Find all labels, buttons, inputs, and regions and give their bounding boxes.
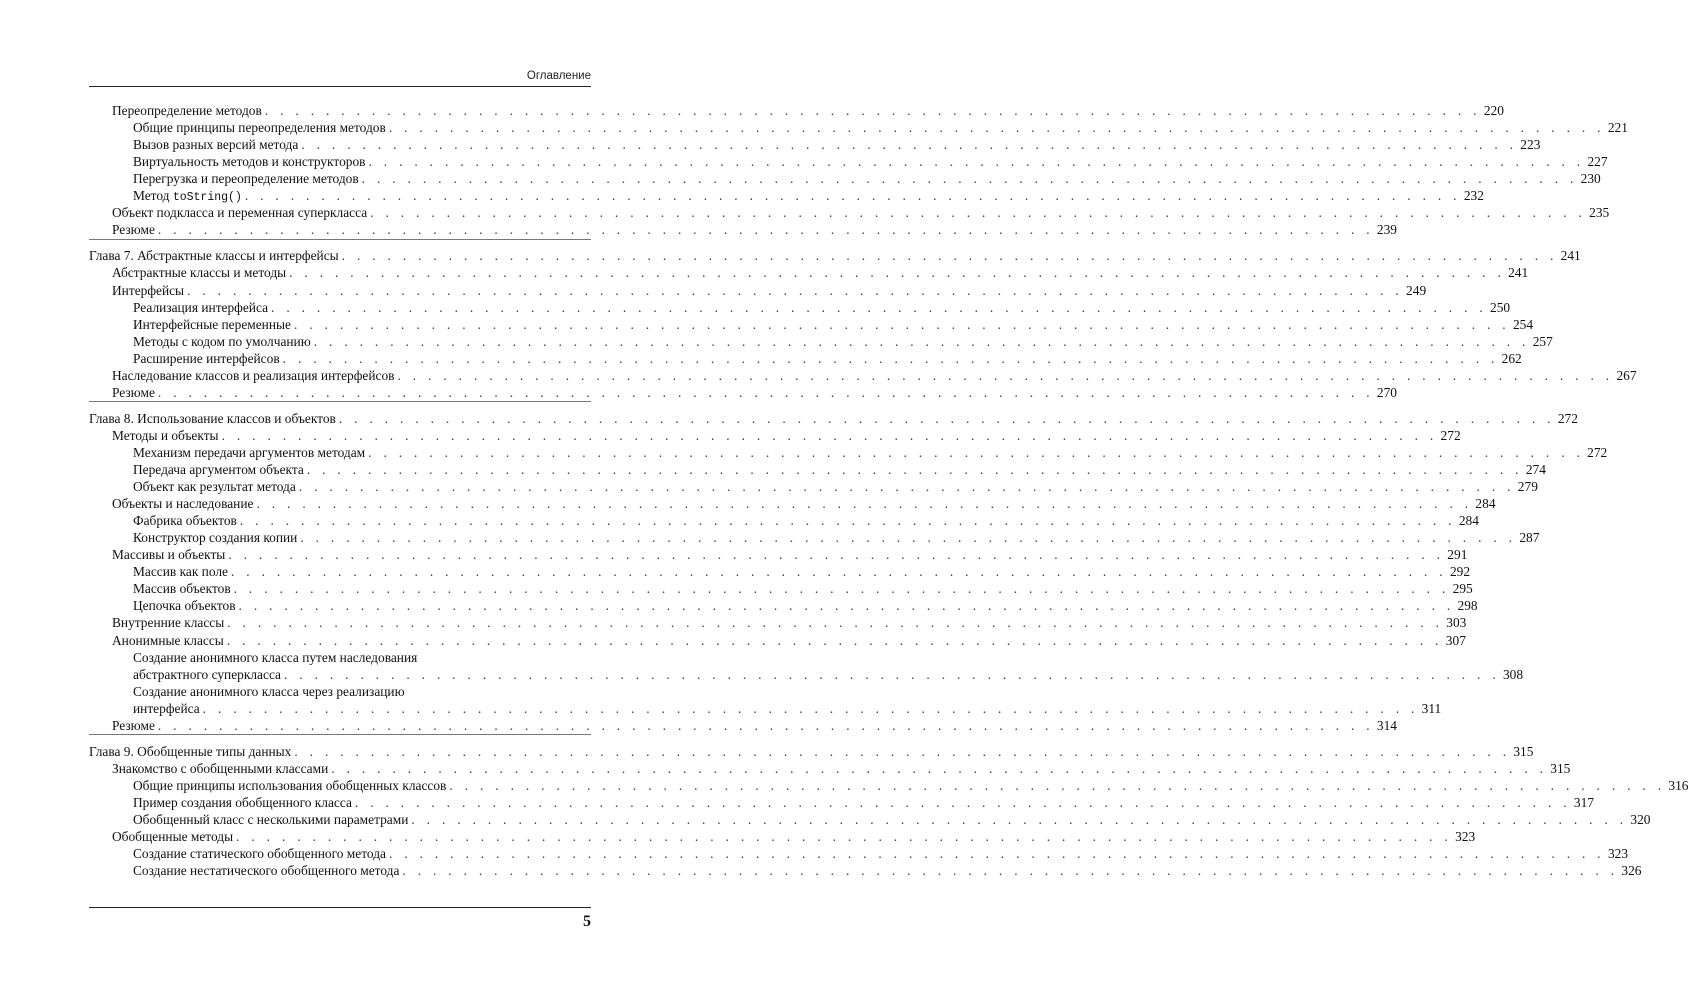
toc-title-text: Глава 8. Использование классов и объектов (89, 410, 336, 426)
toc-title (133, 350, 283, 367)
toc-title (112, 221, 158, 238)
toc-subsection (133, 563, 1471, 580)
toc-section (112, 632, 1466, 649)
toc-title (133, 153, 368, 170)
dot-leader: . . . . . . . . . . . . . . . . . . . . . . . . . . . . . . . . . . . . . . . . . . . . . . . . . . . . . . . . . . . . . . . . . . . . . . . . . . . . . . . . (238, 598, 1455, 614)
toc-chapter (89, 410, 1578, 427)
dot-leader: . . . . . . . . . . . . . . . . . . . . . . . . . . . . . . . . . . . . . . . . . . . . . . . . . . . . . . . . . . . . . . . . . . . . . . . . . . . . . . . . (298, 479, 1515, 495)
header-rule (89, 86, 591, 87)
toc-title (133, 777, 449, 794)
toc-title-text: Вызов разных версий метода (133, 137, 299, 153)
toc-title-text: Знакомство с обобщенными классами (112, 760, 329, 776)
toc-section (112, 828, 1476, 845)
toc-code: toString() (172, 191, 242, 205)
toc-title-text: Метод (133, 188, 173, 204)
toc-page-number: 279 (1517, 479, 1538, 495)
toc-title-text: Цепочка объектов (133, 598, 236, 614)
toc-title (112, 282, 187, 299)
toc-title: интерфейса (133, 700, 200, 716)
toc-title-text: Массив как поле (133, 564, 228, 580)
dot-leader: . . . . . . . . . . . . . . . . . . . . . . . . . . . . . . . . . . . . . . . . . . . . . . . . . . . . . . . . . . . . . . . . . . . . . . . . . . . . . . . . (256, 496, 1473, 512)
toc-section (112, 221, 1397, 238)
toc-subsection (133, 316, 1534, 333)
toc-page-number: 323 (1455, 829, 1476, 845)
toc-subsection (133, 119, 1628, 136)
toc-section (112, 717, 1397, 734)
toc-section (112, 367, 1637, 384)
toc-title (112, 384, 158, 401)
toc-title-text: Создание нестатического обобщенного метода (133, 863, 400, 879)
toc-page-number: 227 (1587, 154, 1608, 170)
dot-leader: . . . . . . . . . . . . . . . . . . . . . . . . . . . . . . . . . . . . . . . . . . . . . . . . . . . . . . . . . . . . . . . . . . . . . . . . . . . . . . . . (397, 367, 1614, 383)
dot-leader: . . . . . . . . . . . . . . . . . . . . . . . . . . . . . . . . . . . . . . . . . . . . . . . . . . . . . . . . . . . . . . . . . . . . . . . . . . . . . . . . (282, 350, 1499, 366)
toc-title-text: Глава 7. Абстрактные классы и интерфейсы (89, 248, 339, 264)
dot-leader: . . . . . . . . . . . . . . . . . . . . . . . . . . . . . . . . . . . . . . . . . . . . . . . . . . . . . . . . . . . . . . . . . . . . . . . . . . . . . . . . (306, 462, 1523, 477)
toc-page-number: 326 (1621, 863, 1642, 879)
toc-title (112, 760, 331, 777)
dot-leader: . . . . . . . . . . . . . . . . . . . . . . . . . . . . . . . . . . . . . . . . . . . . . . . . . . . . . . . . . . . . . . . . . . . . . . . . . . . . . . . . (294, 743, 1511, 759)
dot-leader: . . . . . . . . . . . . . . . . . . . . . . . . . . . . . . . . . . . . . . . . . . . . . . . . . . . . . . . . . . . . . . . . . . . . . . . . . . . . . . . . (233, 581, 1450, 597)
toc-title-text: Методы с кодом по умолчанию (133, 333, 311, 349)
toc-page-number: 308 (1502, 666, 1524, 682)
dot-leader: . . . . . . . . . . . . . . . . . . . . . . . . . . . . . . . . . . . . . . . . . . . . . . . . . . . . . . . . . . . . . . . . . . . . . . . . . . . . . . . . (236, 829, 1453, 845)
toc-subsection (133, 649, 1524, 683)
dot-leader: . . . . . . . . . . . . . . . . . . . . . . . . . . . . . . . . . . . . . . . . . . . . . . . . . . . . . . . . . . . . . . . . . . . . . . . . . . . . . . . . (301, 137, 1518, 153)
toc-title (133, 580, 234, 597)
toc-page-number: 220 (1483, 103, 1504, 118)
toc-title (112, 546, 228, 563)
toc-page-number: 284 (1458, 513, 1479, 529)
toc-page-number: 287 (1519, 530, 1540, 546)
toc-title (133, 299, 271, 316)
toc-page-number: 267 (1616, 367, 1637, 383)
toc-page-number: 317 (1573, 794, 1594, 810)
toc-title (112, 632, 227, 649)
toc-page-number: 274 (1525, 462, 1546, 477)
toc-subsection (133, 444, 1608, 461)
toc-page-number: 316 (1668, 777, 1688, 793)
toc-page-number: 295 (1452, 581, 1473, 597)
toc-subsection (133, 683, 1442, 717)
dot-leader: . . . . . . . . . . . . . . . . . . . . . . . . . . . . . . . . . . . . . . . . . . . . . . . . . . . . . . . . . . . . . . . . . . . . . . . . . . . . . . . . (449, 777, 1666, 793)
toc-title (133, 461, 307, 478)
toc-title: абстрактного суперкласса (133, 666, 281, 682)
toc-title-text: Глава 9. Обобщенные типы данных (89, 743, 292, 759)
toc-page-number: 298 (1457, 598, 1478, 614)
toc-title-text: Массив объектов (133, 581, 231, 597)
toc-title (112, 828, 236, 845)
chapter-divider (89, 734, 591, 735)
dot-leader: . . . . . . . . . . . . . . . . . . . . . . . . . . . . . . . . . . . . . . . . . . . . . . . . . . . . . . . . . . . . . . . . . . . . . . . . . . . . . . . . (361, 171, 1578, 187)
toc-title (133, 529, 300, 546)
toc-title (112, 717, 158, 734)
toc-page-number: 272 (1587, 444, 1608, 460)
toc-section (112, 102, 1504, 119)
toc-page-number: 230 (1580, 171, 1601, 187)
toc-section (112, 546, 1468, 563)
dot-leader: . . . . . . . . . . . . . . . . . . . . . . . . . . . . . . . . . . . . . . . . . . . . . . . . . . . . . . . . . . . . . . . . . . . . . . . . . . . . . . . . (289, 265, 1506, 281)
dot-leader: . . . . . . . . . . . . . . . . . . . . . . . . . . . . . . . . . . . . . . . . . . . . . . . . . . . . . . . . . . . . . . . . . . . . . . . . . . . . . . . . (157, 384, 1374, 400)
toc-page-number: 232 (1463, 188, 1484, 204)
dot-leader: . . . . . . . . . . . . . . . . . . . . . . . . . . . . . . . . . . . . . . . . . . . . . . . . . . . . . . . . . . . . . . . . . . . . . . . . . . . . . . . . (227, 615, 1444, 631)
toc-subsection (133, 845, 1629, 862)
dot-leader: . . . . . . . . . . . . . . . . . . . . . . . . . . . . . . . . . . . . . . . . . . . . . . . . . . . . . . . . . . . . . . . . . . . . . . . . . . . . . . . . (368, 154, 1585, 170)
dot-leader: . . . . . . . . . . . . . . . . . . . . . . . . . . . . . . . . . . . . . . . . . . . . . . . . . . . . . . . . . . . . . . . . . . . . . . . . . . . . . . . . (388, 120, 1605, 136)
toc-page-number: 307 (1445, 632, 1466, 648)
toc-subsection (133, 350, 1522, 367)
toc-section (112, 282, 1427, 299)
toc-title-text: Общие принципы использования обобщенных классов (133, 777, 447, 793)
toc-page-number: 262 (1501, 350, 1522, 366)
toc-page-number: 241 (1560, 248, 1581, 264)
toc-page-number: 303 (1446, 615, 1467, 631)
page-number: 5 (583, 913, 591, 930)
toc-title-text: Методы и объекты (112, 427, 219, 443)
toc-section (112, 204, 1610, 221)
dot-leader: . . . . . . . . . . . . . . . . . . . . . . . . . . . . . . . . . . . . . . . . . . . . . . . . . . . . . . . . . . . . . . . . . . . . . . . . . . . . . . . . (411, 812, 1628, 827)
toc-title-text: Резюме (112, 717, 155, 733)
toc-title (133, 478, 299, 495)
toc-section (112, 495, 1496, 512)
toc-title (133, 119, 389, 136)
toc-title-text: Наследование классов и реализация интерфейсов (112, 367, 395, 383)
toc-page-number: 292 (1449, 564, 1471, 580)
dot-leader: . . . . . . . . . . . . . . . . . . . . . . . . . . . . . . . . . . . . . . . . . . . . . . . . . . . . . . . . . . . . . . . . . . . . . . . . . . . . . . . . (338, 410, 1555, 426)
toc-title (133, 512, 240, 529)
dot-leader: . . . . . . . . . . . . . . . . . . . . . . . . . . . . . . . . . . . . . . . . . . . . . . . . . . . . . . . . . . . . . . . . . . . . . . . . . . . . . . . . (354, 794, 1571, 810)
toc-subsection (133, 794, 1594, 811)
toc-section (112, 427, 1461, 444)
toc-subsection (133, 811, 1651, 828)
dot-leader: . . . . . . . . . . . . . . . . . . . . . . . . . . . . . . . . . . . . . . . . . . . . . . . . . . . . . . . . . . . . . . . . . . . . . . . . . . . . . . . . (271, 299, 1488, 315)
dot-leader: . . . . . . . . . . . . . . . . . . . . . . . . . . . . . . . . . . . . . . . . . . . . . . . . . . . . . . . . . . . . . . . . . . . . . . . . . . . . . . . . (300, 530, 1517, 546)
toc-page-number: 272 (1557, 410, 1578, 426)
dot-leader: . . . . . . . . . . . . . . . . . . . . . . . . . . . . . . . . . . . . . . . . . . . . . . . . . . . . . . . . . . . . . . . . . . . . . . . . . . . . . . . . (157, 717, 1374, 733)
toc-title-text: Абстрактные классы и методы (112, 265, 287, 281)
toc-title-text: Перегрузка и переопределение методов (133, 171, 359, 187)
toc-page-number: 311 (1421, 700, 1442, 716)
dot-leader: . . . . . . . . . . . . . . . . . . . . . . . . . . . . . . . . . . . . . . . . . . . . . . . . . . . . . . . . . . . . . . . . . . . . . . . . . . . . . . . . (293, 316, 1510, 332)
toc-subsection (133, 136, 1541, 153)
toc-title-text: Резюме (112, 384, 155, 400)
dot-leader: . . . . . . . . . . . . . . . . . . . . . . . . . . . . . . . . . . . . . . . . . . . . . . . . . . . . . . . . . . . . . . . . . . . . . . . . . . . . . . . . (284, 666, 1500, 682)
chapter-divider (89, 239, 591, 240)
footer-rule (89, 907, 591, 908)
dot-leader: . . . . . . . . . . . . . . . . . . . . . . . . . . . . . . . . . . . . . . . . . . . . . . . . . . . . . . . . . . . . . . . . . . . . . . . . . . . . . . . . (221, 427, 1438, 443)
toc-page-number: 254 (1512, 316, 1534, 332)
toc-page-number: 315 (1513, 743, 1534, 759)
dot-leader: . . . . . . . . . . . . . . . . . . . . . . . . . . . . . . . . . . . . . . . . . . . . . . . . . . . . . . . . . . . . . . . . . . . . . . . . . . . . . . . . (264, 103, 1481, 118)
toc-subsection (133, 478, 1538, 495)
toc-title (133, 794, 355, 811)
toc-page-number: 320 (1630, 812, 1651, 827)
toc-subsection (133, 777, 1688, 794)
toc-title-text: Виртуальность методов и конструкторов (133, 154, 366, 170)
dot-leader: . . . . . . . . . . . . . . . . . . . . . . . . . . . . . . . . . . . . . . . . . . . . . . . . . . . . . . . . . . . . . . . . . . . . . . . . . . . . . . . . (244, 188, 1461, 204)
toc-page-number: 314 (1376, 717, 1397, 733)
toc-page-number: 272 (1440, 427, 1461, 443)
toc-title-text: Объект как результат метода (133, 479, 296, 495)
toc-subsection (133, 862, 1642, 879)
dot-leader: . . . . . . . . . . . . . . . . . . . . . . . . . . . . . . . . . . . . . . . . . . . . . . . . . . . . . . . . . . . . . . . . . . . . . . . . . . . . . . . . (230, 564, 1447, 580)
toc-page-number: 249 (1406, 282, 1427, 298)
dot-leader: . . . . . . . . . . . . . . . . . . . . . . . . . . . . . . . . . . . . . . . . . . . . . . . . . . . . . . . . . . . . . . . . . . . . . . . . . . . . . . . . (388, 846, 1605, 862)
dot-leader: . . . . . . . . . . . . . . . . . . . . . . . . . . . . . . . . . . . . . . . . . . . . . . . . . . . . . . . . . . . . . . . . . . . . . . . . . . . . . . . . (226, 632, 1443, 648)
toc-title-text: Создание статического обобщенного метода (133, 846, 386, 862)
toc-section (112, 384, 1397, 401)
toc-subsection (133, 512, 1479, 529)
toc-title-text: Резюме (112, 222, 155, 238)
toc-title-text: Механизм передачи аргументов методам (133, 444, 366, 460)
toc-section (112, 264, 1529, 281)
dot-leader: . . . . . . . . . . . . . . . . . . . . . . . . . . . . . . . . . . . . . . . . . . . . . . . . . . . . . . . . . . . . . . . . . . . . . . . . . . . . . . . . (239, 513, 1456, 529)
toc-title (133, 444, 368, 461)
chapter-divider (89, 401, 591, 402)
dot-leader: . . . . . . . . . . . . . . . . . . . . . . . . . . . . . . . . . . . . . . . . . . . . . . . . . . . . . . . . . . . . . . . . . . . . . . . . . . . . . . . . (313, 333, 1530, 349)
toc-title-text: Расширение интерфейсов (133, 350, 280, 366)
toc-title-text: Анонимные классы (112, 632, 224, 648)
toc-title (133, 811, 411, 828)
toc-subsection (133, 580, 1473, 597)
toc-title (112, 204, 370, 221)
toc-title (133, 563, 231, 580)
dot-leader: . . . . . . . . . . . . . . . . . . . . . . . . . . . . . . . . . . . . . . . . . . . . . . . . . . . . . . . . . . . . . . . . . . . . . . . . . . . . . . . . (402, 863, 1619, 879)
toc-title-text: Интерфейсные переменные (133, 316, 291, 332)
toc-title (133, 845, 389, 862)
toc-title (112, 495, 256, 512)
toc-subsection (133, 529, 1540, 546)
toc-page-number: 270 (1376, 384, 1397, 400)
toc-page-number: 235 (1589, 205, 1610, 221)
dot-leader: . . . . . . . . . . . . . . . . . . . . . . . . . . . . . . . . . . . . . . . . . . . . . . . . . . . . . . . . . . . . . . . . . . . . . . . . . . . . . . . . (187, 282, 1404, 298)
toc-subsection (133, 299, 1511, 316)
toc-title-text: Обобщенный класс с несколькими параметрами (133, 812, 409, 827)
toc-page-number: 284 (1475, 496, 1496, 512)
toc-title (112, 367, 397, 384)
toc-title-text: Объекты и наследование (112, 496, 254, 512)
toc-title (133, 316, 294, 333)
toc-title (133, 597, 239, 614)
toc-chapter (89, 743, 1534, 760)
toc-page-number: 291 (1447, 547, 1468, 563)
dot-leader: . . . . . . . . . . . . . . . . . . . . . . . . . . . . . . . . . . . . . . . . . . . . . . . . . . . . . . . . . . . . . . . . . . . . . . . . . . . . . . . . (157, 222, 1374, 238)
dot-leader: . . . . . . . . . . . . . . . . . . . . . . . . . . . . . . . . . . . . . . . . . . . . . . . . . . . . . . . . . . . . . . . . . . . . . . . . . . . . . . . . (228, 547, 1445, 563)
toc-title (112, 427, 222, 444)
dot-leader: . . . . . . . . . . . . . . . . . . . . . . . . . . . . . . . . . . . . . . . . . . . . . . . . . . . . . . . . . . . . . . . . . . . . . . . . . . . . . . . . (202, 700, 1419, 716)
toc-page-number: 257 (1532, 333, 1553, 349)
toc-page-number: 239 (1376, 222, 1397, 238)
toc-subsection (133, 333, 1553, 350)
toc-title: Создание анонимного класса через реализацию (133, 683, 405, 699)
toc-title-text: Внутренние классы (112, 615, 225, 631)
toc-subsection (133, 597, 1478, 614)
dot-leader: . . . . . . . . . . . . . . . . . . . . . . . . . . . . . . . . . . . . . . . . . . . . . . . . . . . . . . . . . . . . . . . . . . . . . . . . . . . . . . . . (370, 205, 1587, 221)
toc-title-text: Фабрика объектов (133, 513, 237, 529)
toc-title (133, 333, 314, 350)
toc-title-text: Обобщенные методы (112, 829, 234, 845)
toc-subsection (133, 153, 1608, 170)
running-head: Оглавление (526, 70, 591, 82)
toc-title (89, 743, 294, 760)
toc-title (133, 170, 362, 187)
toc-title-text: Переопределение методов (112, 103, 262, 118)
toc-title-text: Интерфейсы (112, 282, 185, 298)
toc-page-number: 223 (1520, 137, 1541, 153)
toc-title-text: Передача аргументом объекта (133, 462, 304, 477)
toc-title (112, 102, 265, 119)
toc-page-number: 323 (1607, 846, 1629, 862)
dot-leader: . . . . . . . . . . . . . . . . . . . . . . . . . . . . . . . . . . . . . . . . . . . . . . . . . . . . . . . . . . . . . . . . . . . . . . . . . . . . . . . . (368, 444, 1585, 460)
toc-title (89, 410, 339, 427)
toc-title-text: Массивы и объекты (112, 547, 226, 563)
dot-leader: . . . . . . . . . . . . . . . . . . . . . . . . . . . . . . . . . . . . . . . . . . . . . . . . . . . . . . . . . . . . . . . . . . . . . . . . . . . . . . . . (331, 760, 1548, 776)
toc-page-number: 315 (1550, 760, 1571, 776)
toc-subsection (133, 170, 1601, 187)
toc-title: Создание анонимного класса путем наследования (133, 649, 418, 665)
toc-page-number: 250 (1490, 299, 1511, 315)
toc-title-text: Общие принципы переопределения методов (133, 120, 386, 136)
toc-title (112, 264, 289, 281)
toc-title (133, 862, 402, 879)
toc-title-text: Пример создания обобщенного класса (133, 794, 352, 810)
toc-chapter (89, 247, 1581, 264)
toc-title (89, 247, 342, 264)
dot-leader: . . . . . . . . . . . . . . . . . . . . . . . . . . . . . . . . . . . . . . . . . . . . . . . . . . . . . . . . . . . . . . . . . . . . . . . . . . . . . . . . (341, 248, 1558, 264)
toc-title-text: Реализация интерфейса (133, 299, 269, 315)
toc-subsection (133, 461, 1546, 478)
toc-section (112, 614, 1467, 631)
toc-title-text: Объект подкласса и переменная суперкласса (112, 205, 368, 221)
toc-title-text: Конструктор создания копии (133, 530, 298, 546)
toc-page-number: 241 (1508, 265, 1529, 281)
toc-title (133, 136, 301, 153)
toc-title (112, 614, 227, 631)
toc-page-number: 221 (1607, 120, 1628, 136)
toc-section (112, 760, 1571, 777)
